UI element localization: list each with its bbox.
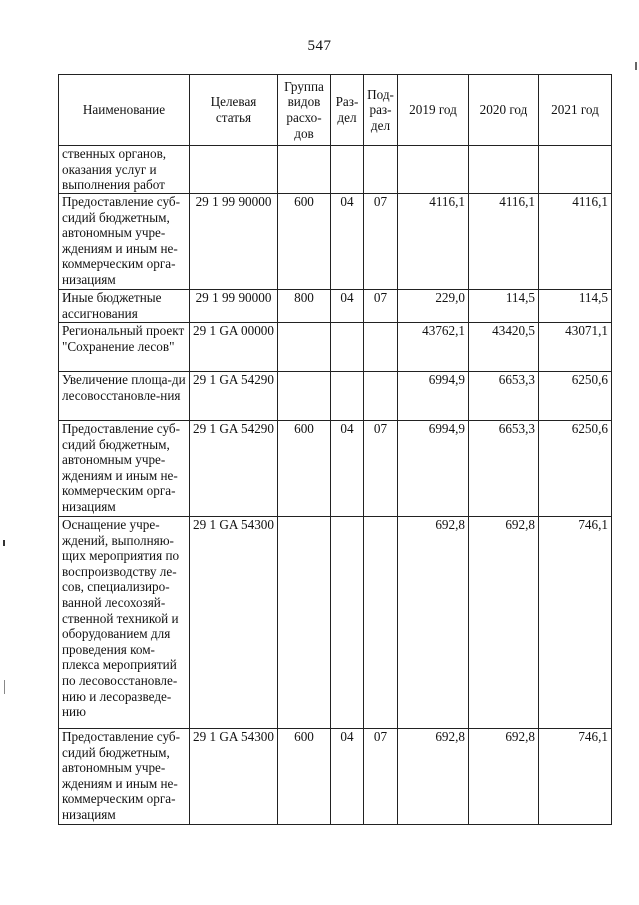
row-subsection: 07 xyxy=(364,194,398,290)
row-value-2020: 6653,3 xyxy=(469,372,539,421)
table-row xyxy=(59,372,612,421)
row-expense-group: 600 xyxy=(278,194,331,290)
table-row xyxy=(59,323,612,372)
row-value-2020: 114,5 xyxy=(469,290,539,323)
row-value-2019: 229,0 xyxy=(398,290,469,323)
header-section: Раз-дел xyxy=(331,75,364,146)
table-row xyxy=(59,146,612,194)
row-name: Оснащение учре-ждений, выполняю-щих мероприятия по воспроизводству ле-сов, специализиро-ванной лесохозяй-ственной техникой и оборудованием для проведения ком-плекса мероприятий по лесовосстановле-нию и лесоразведе-нию xyxy=(59,517,190,729)
row-value-2021: 114,5 xyxy=(539,290,612,323)
margin-scan-mark xyxy=(635,62,637,70)
row-value-2020: 6653,3 xyxy=(469,421,539,517)
header-2021: 2021 год xyxy=(539,75,612,146)
table-row xyxy=(59,517,612,729)
row-section: 04 xyxy=(331,421,364,517)
row-target-article: 29 1 GA 00000 xyxy=(190,323,278,372)
table-row xyxy=(59,194,612,290)
row-name: Иные бюджетные ассигнования xyxy=(59,290,190,323)
row-expense-group: 600 xyxy=(278,421,331,517)
row-subsection xyxy=(364,372,398,421)
header-target-article: Целевая статья xyxy=(190,75,278,146)
header-2020: 2020 год xyxy=(469,75,539,146)
row-value-2019 xyxy=(398,146,469,194)
row-subsection: 07 xyxy=(364,421,398,517)
header-name: Наименование xyxy=(59,75,190,146)
row-value-2020: 692,8 xyxy=(469,729,539,825)
row-value-2021: 746,1 xyxy=(539,517,612,729)
row-expense-group xyxy=(278,323,331,372)
row-name: Региональный проект "Сохранение лесов" xyxy=(59,323,190,372)
margin-scan-mark xyxy=(4,680,5,694)
row-section: 04 xyxy=(331,290,364,323)
row-value-2020: 692,8 xyxy=(469,517,539,729)
row-section xyxy=(331,372,364,421)
row-subsection: 07 xyxy=(364,290,398,323)
row-expense-group: 600 xyxy=(278,729,331,825)
row-value-2020: 43420,5 xyxy=(469,323,539,372)
row-value-2021: 6250,6 xyxy=(539,421,612,517)
row-value-2021: 746,1 xyxy=(539,729,612,825)
row-value-2021 xyxy=(539,146,612,194)
row-subsection xyxy=(364,323,398,372)
row-name: Увеличение площа-ди лесовосстановле-ния xyxy=(59,372,190,421)
row-name: ственных органов, оказания услуг и выполнения работ xyxy=(59,146,190,194)
row-target-article: 29 1 GA 54300 xyxy=(190,729,278,825)
row-target-article: 29 1 99 90000 xyxy=(190,194,278,290)
row-expense-group xyxy=(278,372,331,421)
row-subsection: 07 xyxy=(364,729,398,825)
row-section xyxy=(331,146,364,194)
row-value-2021: 4116,1 xyxy=(539,194,612,290)
row-expense-group xyxy=(278,517,331,729)
row-section: 04 xyxy=(331,729,364,825)
row-expense-group xyxy=(278,146,331,194)
header-row xyxy=(59,75,612,146)
row-expense-group: 800 xyxy=(278,290,331,323)
row-value-2019: 6994,9 xyxy=(398,421,469,517)
header-expense-group: Группа видов расхо-дов xyxy=(278,75,331,146)
row-section xyxy=(331,517,364,729)
row-section: 04 xyxy=(331,194,364,290)
row-value-2021: 43071,1 xyxy=(539,323,612,372)
row-value-2020: 4116,1 xyxy=(469,194,539,290)
row-target-article: 29 1 99 90000 xyxy=(190,290,278,323)
row-value-2019: 4116,1 xyxy=(398,194,469,290)
table-row xyxy=(59,729,612,825)
row-value-2019: 692,8 xyxy=(398,517,469,729)
header-2019: 2019 год xyxy=(398,75,469,146)
margin-scan-mark xyxy=(3,540,5,546)
row-target-article xyxy=(190,146,278,194)
row-value-2019: 6994,9 xyxy=(398,372,469,421)
row-section xyxy=(331,323,364,372)
row-value-2021: 6250,6 xyxy=(539,372,612,421)
budget-table xyxy=(58,74,612,825)
table-row xyxy=(59,421,612,517)
header-subsection: Под-раз-дел xyxy=(364,75,398,146)
row-value-2019: 692,8 xyxy=(398,729,469,825)
row-target-article: 29 1 GA 54290 xyxy=(190,372,278,421)
row-name: Предоставление суб-сидий бюджетным, автономным учре-ждениям и иным не-коммерческим орга-низациям xyxy=(59,421,190,517)
row-value-2020 xyxy=(469,146,539,194)
row-name: Предоставление суб-сидий бюджетным, автономным учре-ждениям и иным не-коммерческим орга-низациям xyxy=(59,194,190,290)
page-number: 547 xyxy=(307,38,332,54)
row-target-article: 29 1 GA 54300 xyxy=(190,517,278,729)
table-row xyxy=(59,290,612,323)
row-subsection xyxy=(364,146,398,194)
row-value-2019: 43762,1 xyxy=(398,323,469,372)
row-name: Предоставление суб-сидий бюджетным, автономным учре-ждениям и иным не-коммерческим орга-низациям xyxy=(59,729,190,825)
row-target-article: 29 1 GA 54290 xyxy=(190,421,278,517)
row-subsection xyxy=(364,517,398,729)
